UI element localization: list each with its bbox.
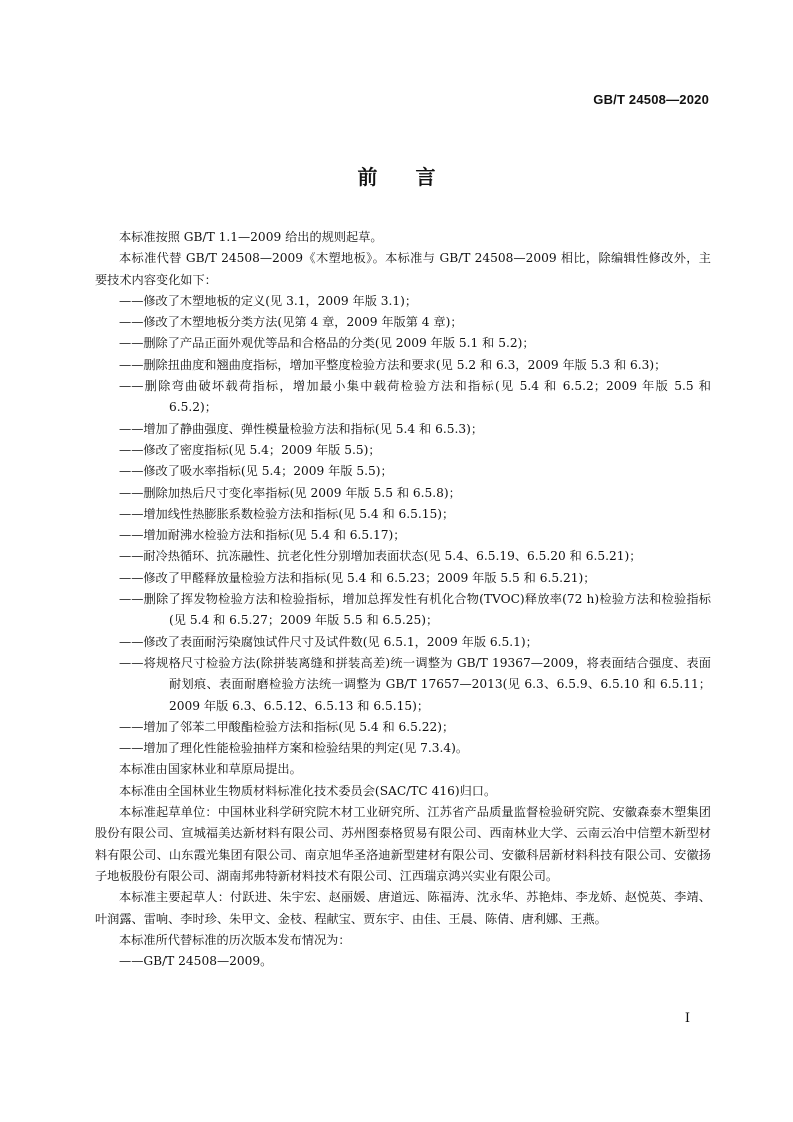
preface-body [95,227,711,972]
change-item: ——修改了吸水率指标(见 5.4；2009 年版 5.5)； [119,464,393,479]
paragraph-drafters: 本标准主要起草人：付跃进、朱宇宏、赵丽媛、唐道远、陈福涛、沈永华、苏艳炜、李龙娇、赵悦英、李靖、叶润露、雷响、李时珍、朱甲文、金枝、程献宝、贾东宇、由佳、王晨、陈倩、唐利娜、王燕。 [95,890,711,926]
change-item: ——增加了邻苯二甲酸酯检验方法和指标(见 5.4 和 6.5.22)； [119,719,455,734]
standard-code-header: GB/T 24508—2020 [593,92,709,107]
change-item: ——删除了挥发物检验方法和检验指标，增加总挥发性有机化合物(TVOC)释放率(72 h)检验方法和检验指标(见 5.4 和 6.5.27；2009 年版 5.5 和 6.5.25)； [119,592,711,628]
history-item: ——GB/T 24508—2009。 [119,954,273,969]
paragraph-drafting-rules: 本标准按照 GB/T 1.1—2009 给出的规则起草。 [119,230,383,244]
change-item: ——增加耐沸水检验方法和指标(见 5.4 和 6.5.17)； [119,528,406,543]
change-item: ——删除扭曲度和翘曲度指标，增加平整度检验方法和要求(见 5.2 和 6.3，2009 年版 5.3 和 6.3)； [119,357,667,372]
page-number: I [684,1011,690,1026]
change-item: ——删除弯曲破坏载荷指标，增加最小集中载荷检验方法和指标(见 5.4 和 6.5.2；2009 年版 5.5 和 6.5.2)； [119,379,711,415]
change-item: ——修改了木塑地板分类方法(见第 4 章，2009 年版第 4 章)； [119,315,463,330]
title-char-2: 言 [415,165,436,189]
paragraph-replacement: 本标准代替 GB/T 24508—2009《木塑地板》。本标准与 GB/T 24508—2009 相比，除编辑性修改外，主要技术内容变化如下： [95,251,711,287]
change-item: ——修改了木塑地板的定义(见 3.1，2009 年版 3.1)； [119,293,418,308]
change-item: ——修改了甲醛释放量检验方法和指标(见 5.4 和 6.5.23；2009 年版 5.5 和 6.5.21)； [119,570,596,585]
paragraph-committee: 本标准由全国林业生物质材料标准化技术委员会(SAC/TC 416)归口。 [119,783,497,798]
change-item: ——耐冷热循环、抗冻融性、抗老化性分别增加表面状态(见 5.4、6.5.19、6.5.20 和 6.5.21)； [119,549,642,564]
change-item: ——增加了静曲强度、弹性模量检验方法和指标(见 5.4 和 6.5.3)； [119,421,484,436]
change-item: ——增加线性热膨胀系数检验方法和指标(见 5.4 和 6.5.15)； [119,506,455,521]
page-title [0,161,793,190]
paragraph-drafting-units: 本标准起草单位：中国林业科学研究院木材工业研究所、江苏省产品质量监督检验研究院、安徽森泰木塑集团股份有限公司、宣城福美达新材料有限公司、苏州图泰格贸易有限公司、西南林业大学、云南云冶中信塑木新型材料有限公司、山东霞光集团有限公司、南京旭华圣洛迪新型建材有限公司、安徽科居新材料科技有限公司、安徽扬子地板股份有限公司、湖南邦弗特新材料技术有限公司、江西瑞京鸿兴实业有限公司。 [95,805,711,883]
change-item: ——修改了表面耐污染腐蚀试件尺寸及试件数(见 6.5.1，2009 年版 6.5.1)； [119,634,538,649]
change-item: ——将规格尺寸检验方法(除拼装离缝和拼装高差)统一调整为 GB/T 19367—2009，将表面结合强度、表面耐划痕、表面耐磨检验方法统一调整为 GB/T 17657—2013(见 6.3、6.5.9、6.5.10 和 6.5.11；2009 年版 6.3、6.5.12、6.5.13 和 6.5.15)； [119,655,711,713]
change-item: ——删除了产品正面外观优等品和合格品的分类(见 2009 年版 5.1 和 5.2)； [119,336,535,351]
paragraph-proposer: 本标准由国家林业和草原局提出。 [119,762,302,777]
title-char-1: 前 [357,165,378,189]
change-item: ——删除加热后尺寸变化率指标(见 2009 年版 5.5 和 6.5.8)； [119,485,461,500]
change-item: ——增加了理化性能检验抽样方案和检验结果的判定(见 7.3.4)。 [119,741,469,756]
paragraph-history-intro: 本标准所代替标准的历次版本发布情况为： [119,932,351,947]
change-item: ——修改了密度指标(见 5.4；2009 年版 5.5)； [119,442,381,457]
